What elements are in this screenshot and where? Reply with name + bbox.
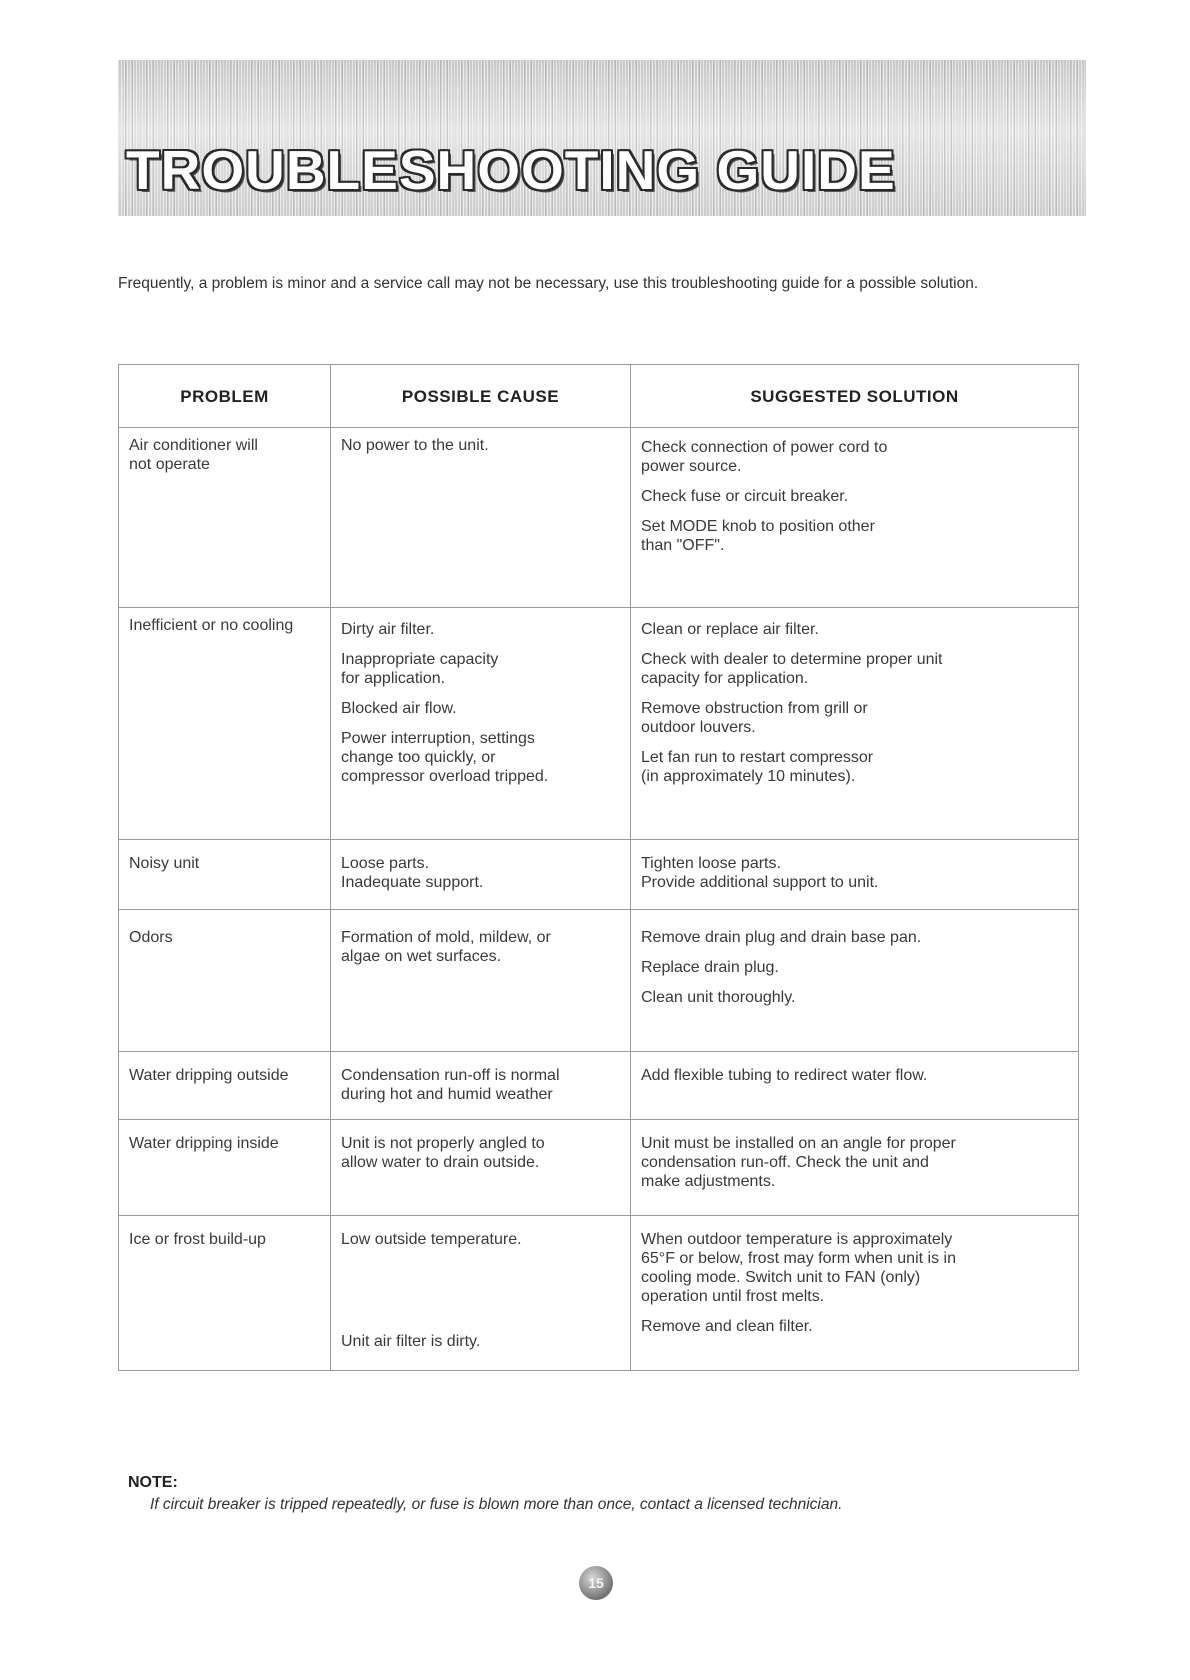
cause-entry: No power to the unit. <box>341 437 489 454</box>
problem-cell: Ice or frost build-up <box>129 1231 266 1248</box>
solution-entry: Set MODE knob to position other than "OFF". <box>641 518 875 554</box>
cause-entry: Loose parts. Inadequate support. <box>341 855 484 891</box>
note-text: If circuit breaker is tripped repeatedly, or fuse is blown more than once, contact a licensed technician. <box>150 1496 843 1513</box>
cause-entry: Blocked air flow. <box>341 700 457 717</box>
spacer <box>341 1260 620 1300</box>
header-problem: PROBLEM <box>119 365 331 428</box>
solution-entry: Check fuse or circuit breaker. <box>641 488 849 505</box>
cause-entry: Inappropriate capacity for application. <box>341 651 499 687</box>
header-possible-cause: POSSIBLE CAUSE <box>331 365 631 428</box>
problem-cell: Water dripping outside <box>129 1067 289 1084</box>
solution-entry: Let fan run to restart compressor (in approximately 10 minutes). <box>641 749 874 785</box>
solution-entry: Remove obstruction from grill or outdoor louvers. <box>641 700 868 736</box>
table-row <box>119 910 1079 1052</box>
note-label: NOTE: <box>128 1474 178 1491</box>
problem-cell: Water dripping inside <box>129 1135 279 1152</box>
cause-entry: Condensation run-off is normal during hot and humid weather <box>341 1067 560 1103</box>
table-row <box>119 840 1079 910</box>
problem-cell: Odors <box>129 929 173 946</box>
troubleshooting-table <box>118 364 1079 1371</box>
solution-entry: Clean or replace air filter. <box>641 621 819 638</box>
spacer <box>341 1300 620 1332</box>
intro-paragraph: Frequently, a problem is minor and a service call may not be necessary, use this troubleshooting guide for a possible solution. <box>118 275 979 292</box>
cause-entry: Unit is not properly angled to allow water to drain outside. <box>341 1135 545 1171</box>
solution-entry: Remove and clean filter. <box>641 1318 813 1335</box>
cause-entry: Unit air filter is dirty. <box>341 1333 481 1350</box>
title-banner <box>118 60 1086 216</box>
solution-entry: Tighten loose parts. Provide additional support to unit. <box>641 855 879 891</box>
solution-entry: Unit must be installed on an angle for proper condensation run-off. Check the unit and make adjustments. <box>641 1135 956 1190</box>
problem-cell: Inefficient or no cooling <box>129 617 294 634</box>
solution-entry: When outdoor temperature is approximately 65°F or below, frost may form when unit is in cooling mode. Switch unit to FAN (only) operation until frost melts. <box>641 1231 956 1305</box>
page-title: TROUBLESHOOTING GUIDE <box>126 139 896 201</box>
solution-entry: Add flexible tubing to redirect water flow. <box>641 1067 928 1084</box>
header-suggested-solution: SUGGESTED SOLUTION <box>631 365 1079 428</box>
table-row <box>119 428 1079 608</box>
solution-entry: Check with dealer to determine proper unit capacity for application. <box>641 651 943 687</box>
table-row <box>119 1120 1079 1216</box>
problem-cell: Noisy unit <box>129 855 200 872</box>
table-row <box>119 1052 1079 1120</box>
table-row <box>119 1216 1079 1371</box>
table-header-row <box>119 365 1079 428</box>
cause-entry: Power interruption, settings change too quickly, or compressor overload tripped. <box>341 730 549 785</box>
cause-entry: Formation of mold, mildew, or algae on wet surfaces. <box>341 929 551 965</box>
solution-entry: Replace drain plug. <box>641 959 779 976</box>
cause-entry: Low outside temperature. <box>341 1231 522 1248</box>
table-row <box>119 608 1079 840</box>
problem-cell: Air conditioner will not operate <box>129 437 258 473</box>
page-number-badge: 15 <box>579 1566 613 1600</box>
cause-entry: Dirty air filter. <box>341 621 435 638</box>
solution-entry: Remove drain plug and drain base pan. <box>641 929 922 946</box>
solution-entry: Check connection of power cord to power source. <box>641 439 888 475</box>
solution-entry: Clean unit thoroughly. <box>641 989 796 1006</box>
